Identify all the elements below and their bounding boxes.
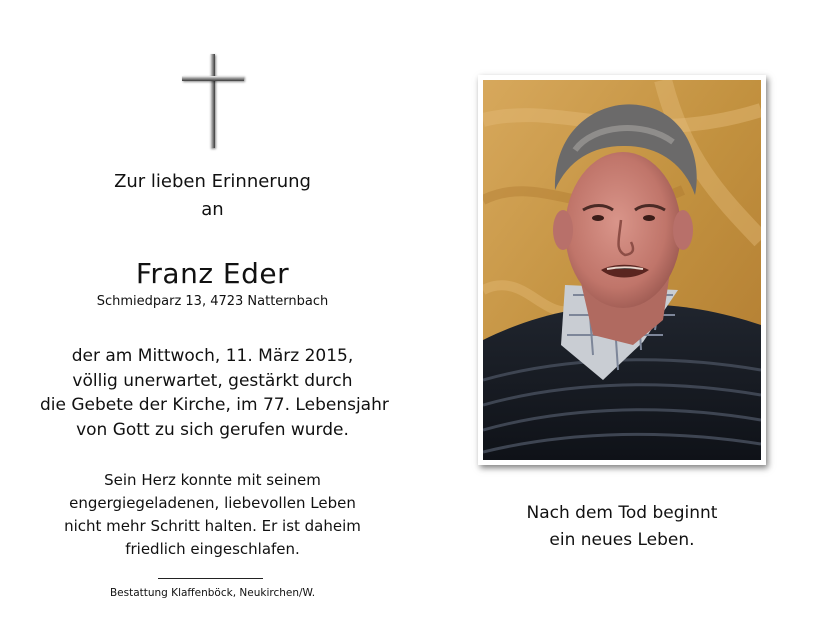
portrait-photo-frame [478, 75, 766, 465]
memorial-heading: Zur lieben Erinnerung an [114, 171, 311, 220]
deceased-address: Schmiedparz 13, 4723 Natternbach [96, 294, 329, 309]
undertaker-credit: Bestattung Klaffenböck, Neukirchen/W. [109, 587, 316, 599]
cross-icon [182, 54, 244, 150]
deceased-name: Franz Eder [135, 257, 290, 290]
portrait-photo [483, 80, 761, 460]
death-notice-paragraph: der am Mittwoch, 11. März 2015, völlig unerwartet, gestärkt durch die Gebete der Kirche, im 77. Lebensjahr von Gott zu sich gerufen wurde. [40, 346, 389, 440]
memorial-text-paragraph: Sein Herz konnte mit seinem engergiegeladenen, liebevollen Leben nicht mehr Schritt halten. Er ist daheim friedlich eingeschlafen. [64, 471, 361, 558]
memorial-quote: Nach dem Tod beginnt ein neues Leben. [526, 503, 718, 550]
divider-line [158, 578, 263, 579]
